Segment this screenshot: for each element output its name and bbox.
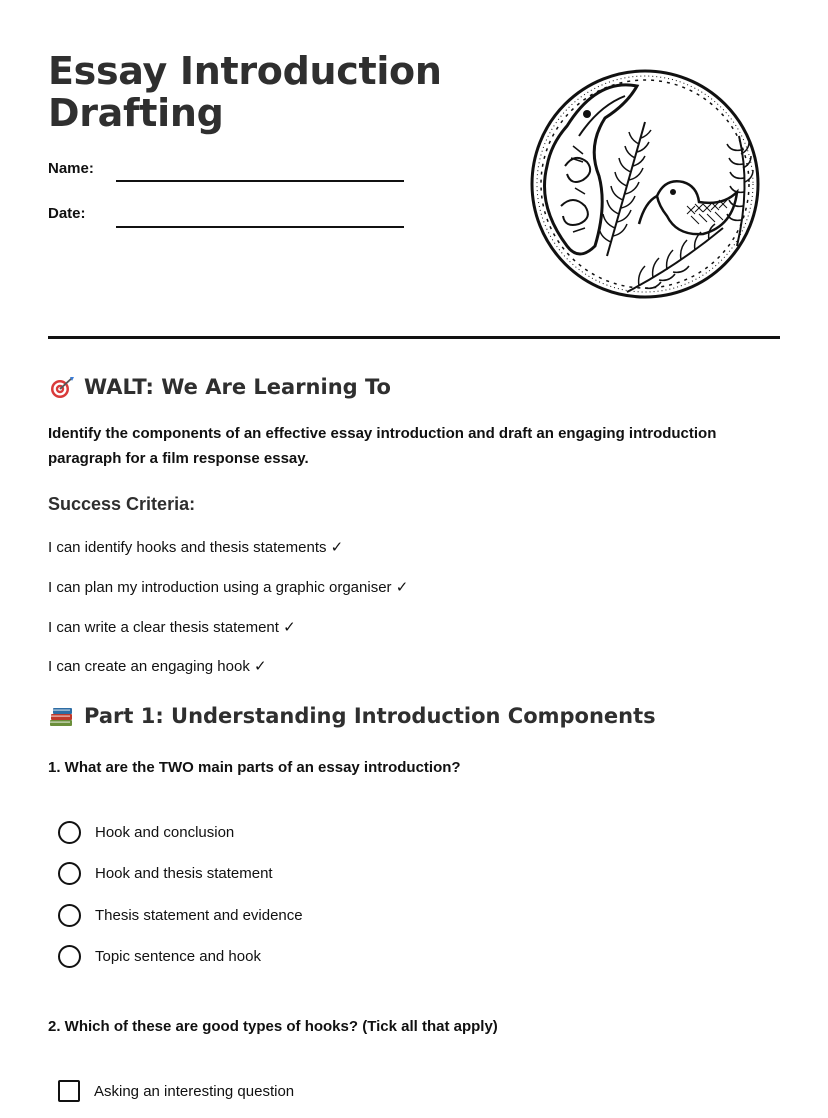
title-line-1: Essay Introduction: [48, 49, 442, 93]
name-label: Name:: [48, 160, 94, 177]
q2-option[interactable]: [58, 1080, 294, 1102]
walt-heading-text: WALT: We Are Learning To: [84, 375, 391, 399]
target-icon: [48, 375, 76, 399]
success-criterion: I can identify hooks and thesis statements ✓: [48, 539, 344, 556]
title-line-2: Drafting: [48, 91, 224, 135]
question-2: 2. Which of these are good types of hooks? (Tick all that apply): [48, 1018, 498, 1035]
success-criterion: I can plan my introduction using a graphic organiser ✓: [48, 579, 409, 596]
radio-button[interactable]: [58, 945, 81, 968]
date-label: Date:: [48, 205, 86, 222]
q1-option[interactable]: [58, 945, 261, 968]
walt-objective: Identify the components of an effective essay introduction and draft an engaging introduction paragraph for a film response essay.: [48, 425, 717, 467]
radio-button[interactable]: [58, 821, 81, 844]
radio-button[interactable]: [58, 862, 81, 885]
option-label: Asking an interesting question: [94, 1082, 295, 1100]
page-title: [48, 50, 442, 134]
option-label: Hook and thesis statement: [95, 865, 273, 882]
walt-heading: [48, 375, 391, 399]
checkbox[interactable]: [58, 1080, 80, 1102]
q1-option[interactable]: [58, 904, 303, 927]
q1-option[interactable]: [58, 821, 234, 844]
part1-heading-text: Part 1: Understanding Introduction Components: [84, 704, 656, 728]
option-label: Hook and conclusion: [95, 824, 235, 841]
radio-button[interactable]: [58, 904, 81, 927]
success-criterion: I can create an engaging hook ✓: [48, 658, 267, 675]
success-criterion: I can write a clear thesis statement ✓: [48, 619, 296, 636]
question-1: 1. What are the TWO main parts of an essay introduction?: [48, 759, 461, 776]
success-criteria-heading: Success Criteria:: [48, 494, 196, 514]
part1-heading: [48, 704, 656, 728]
name-field[interactable]: [116, 180, 404, 182]
decorative-bird-emblem: [527, 66, 763, 302]
section-divider: [48, 336, 780, 339]
option-label: Topic sentence and hook: [95, 948, 261, 965]
date-field[interactable]: [116, 226, 404, 228]
books-icon: [48, 704, 76, 728]
q1-option[interactable]: [58, 862, 273, 885]
option-label: Thesis statement and evidence: [95, 907, 303, 924]
